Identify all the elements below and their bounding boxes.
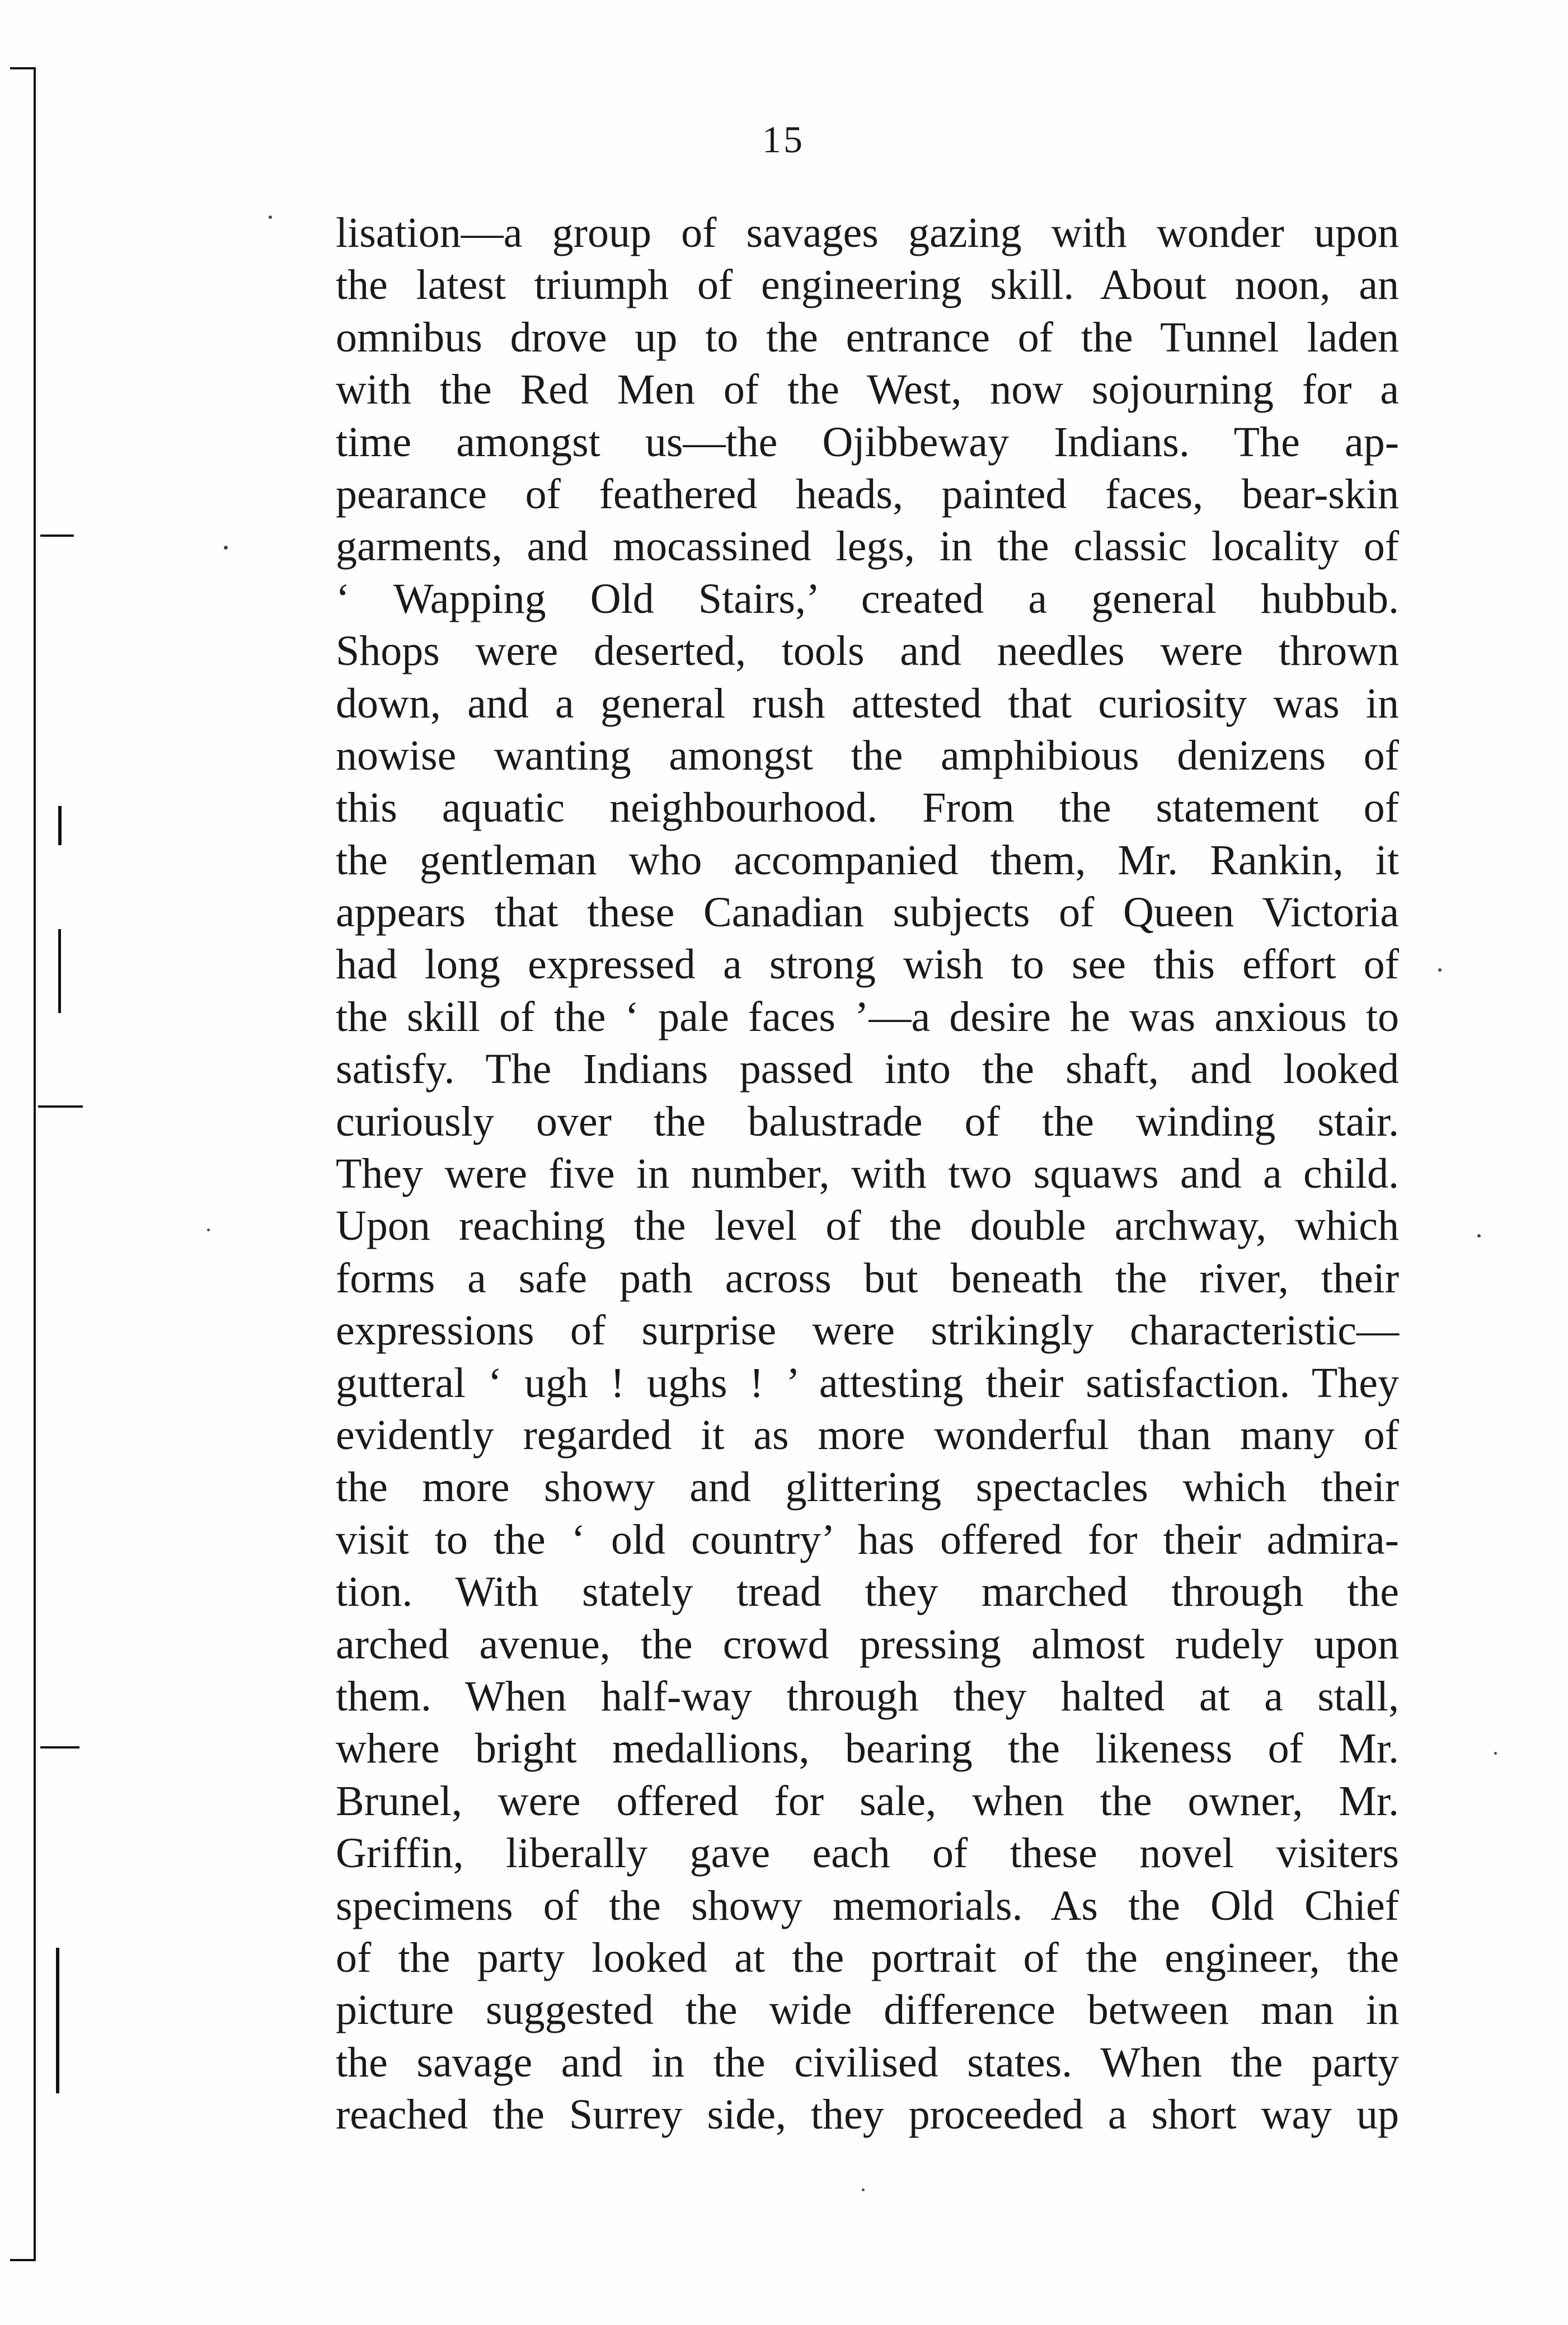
text-line: appears that these Canadian subjects of Queen Victoria bbox=[336, 889, 1399, 936]
text-line: the more showy and glittering spectacles which their bbox=[336, 1464, 1399, 1511]
page-number: 15 bbox=[762, 118, 805, 161]
text-line: with the Red Men of the West, now sojourning for a bbox=[336, 366, 1399, 414]
text-line: omnibus drove up to the entrance of the Tunnel laden bbox=[336, 313, 1399, 361]
text-line: them. When half-way through they halted at a stall, bbox=[336, 1672, 1399, 1720]
text-line: of the party looked at the portrait of the engineer, the bbox=[336, 1934, 1399, 1981]
text-line: expressions of surprise were strikingly characteristic— bbox=[336, 1307, 1399, 1354]
text-line: down, and a general rush attested that curiosity was in bbox=[336, 679, 1399, 727]
body-text bbox=[336, 207, 1399, 2141]
text-line: satisfy. The Indians passed into the shaft, and looked bbox=[336, 1046, 1399, 1093]
text-line: evidently regarded it as more wonderful than many of bbox=[336, 1411, 1399, 1459]
text-line: ‘ Wapping Old Stairs,’ created a general hubbub. bbox=[336, 575, 1399, 622]
binding-edge-marks bbox=[0, 0, 112, 2325]
text-line: tion. With stately tread they marched through the bbox=[336, 1568, 1399, 1616]
text-line: specimens of the showy memorials. As the Old Chief bbox=[336, 1882, 1399, 1929]
text-line: the savage and in the civilised states. When the party bbox=[336, 2038, 1399, 2086]
text-line: where bright medallions, bearing the likeness of Mr. bbox=[336, 1725, 1399, 1773]
text-line: Upon reaching the level of the double archway, which bbox=[336, 1202, 1399, 1250]
text-line: had long expressed a strong wish to see this effort of bbox=[336, 941, 1399, 988]
text-line: arched avenue, the crowd pressing almost rudely upon bbox=[336, 1620, 1399, 1668]
text-line: forms a safe path across but beneath the river, their bbox=[336, 1254, 1399, 1302]
text-line: reached the Surrey side, they proceeded a short way up bbox=[336, 2091, 1399, 2139]
text-line: Griffin, liberally gave each of these novel visiters bbox=[336, 1830, 1399, 1877]
text-line: They were five in number, with two squaws and a child. bbox=[336, 1150, 1399, 1198]
text-line: garments, and mocassined legs, in the classic locality of bbox=[336, 523, 1399, 570]
text-line: Brunel, were offered for sale, when the owner, Mr. bbox=[336, 1777, 1399, 1825]
text-line: time amongst us—the Ojibbeway Indians. The ap- bbox=[336, 418, 1399, 466]
text-line: visit to the ‘ old country’ has offered for their admira- bbox=[336, 1516, 1399, 1563]
text-line: this aquatic neighbourhood. From the statement of bbox=[336, 784, 1399, 832]
text-line: curiously over the balustrade of the winding stair. bbox=[336, 1098, 1399, 1145]
text-line: pearance of feathered heads, painted faces, bear-skin bbox=[336, 470, 1399, 518]
text-line: the gentleman who accompanied them, Mr. Rankin, it bbox=[336, 836, 1399, 884]
text-line: lisation—a group of savages gazing with wonder upon bbox=[336, 209, 1399, 256]
text-line: Shops were deserted, tools and needles were thrown bbox=[336, 627, 1399, 675]
text-line: the skill of the ‘ pale faces ’—a desire he was anxious to bbox=[336, 993, 1399, 1040]
text-line: the latest triumph of engineering skill. About noon, an bbox=[336, 261, 1399, 309]
text-line: picture suggested the wide difference between man in bbox=[336, 1986, 1399, 2034]
text-line: gutteral ‘ ugh ! ughs ! ’ attesting their satisfaction. They bbox=[336, 1359, 1399, 1407]
text-line: nowise wanting amongst the amphibious denizens of bbox=[336, 732, 1399, 779]
